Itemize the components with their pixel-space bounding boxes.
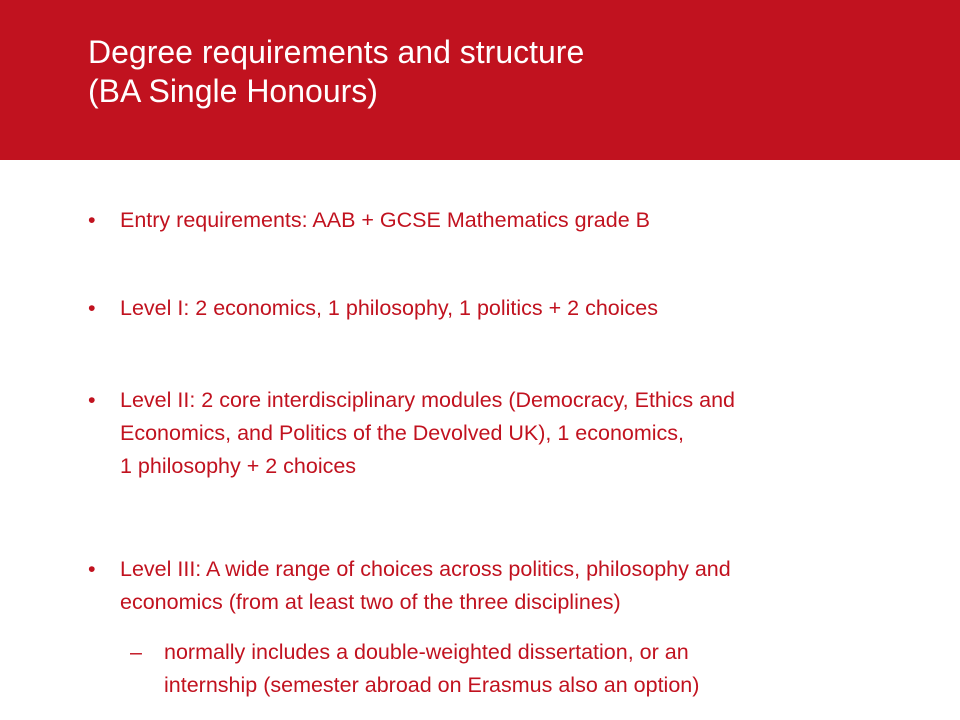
bullet-marker: • [88,208,96,232]
bullet-text-line: economics (from at least two of the three disciplines) [120,590,621,614]
bullet-entry-requirements [88,204,928,237]
bullet-level-two [88,384,928,483]
bullet-text-line: Level II: 2 core interdisciplinary modules (Democracy, Ethics and [120,388,735,412]
bullet-marker: • [88,557,96,581]
bullet-level-three [88,553,928,619]
bullet-text-line: 1 philosophy + 2 choices [120,454,357,478]
bullet-text-line: Economics, and Politics of the Devolved UK), 1 economics, [120,421,685,445]
slide-title-line-1: Degree requirements and structure [88,34,585,70]
bullet-marker: • [88,296,96,320]
bullet-text-line: Level III: A wide range of choices across politics, philosophy and [120,557,731,581]
sub-bullet-text-line: internship (semester abroad on Erasmus also an option) [164,673,700,697]
slide-title-line-2: (BA Single Honours) [88,73,378,109]
bullet-text: Level I: 2 economics, 1 philosophy, 1 politics + 2 choices [120,296,658,320]
sub-bullet-marker: – [130,640,142,664]
bullet-marker: • [88,388,96,412]
sub-bullet-dissertation [130,636,930,702]
bullet-text: Entry requirements: AAB + GCSE Mathematics grade B [120,208,650,232]
sub-bullet-text-line: normally includes a double-weighted dissertation, or an [164,640,689,664]
bullet-level-one [88,292,928,325]
